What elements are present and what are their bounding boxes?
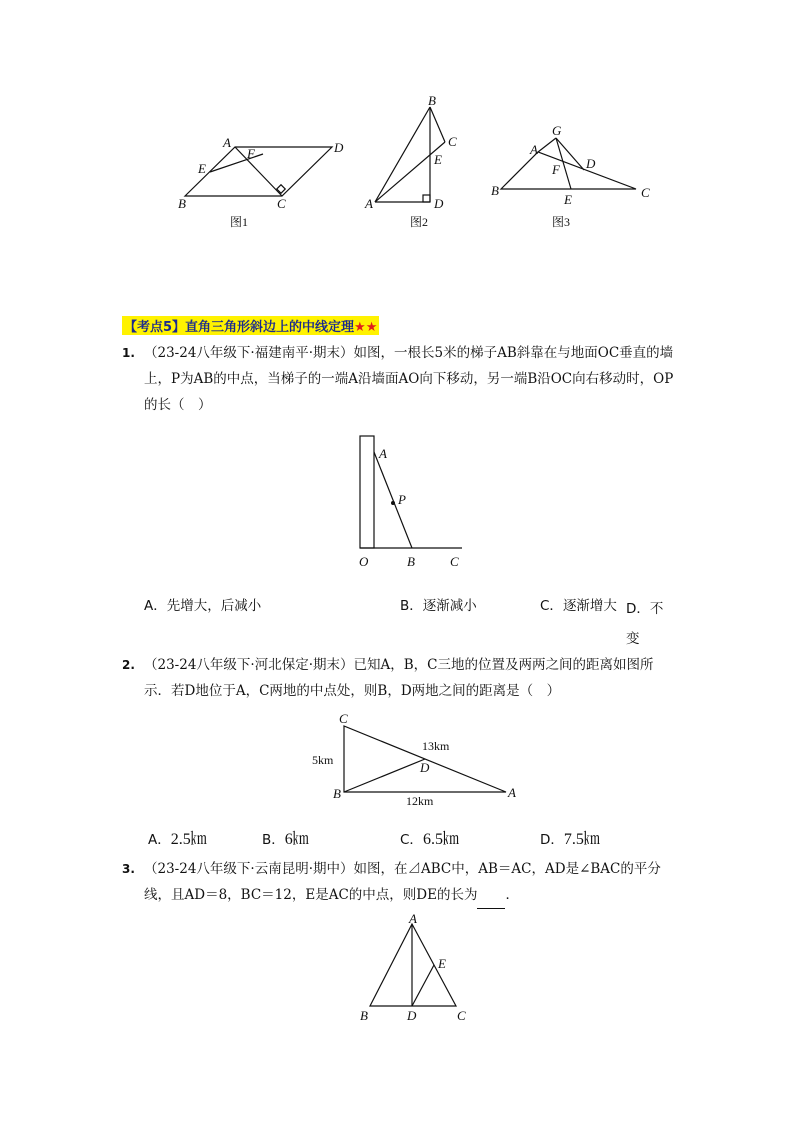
question-1-figure [350, 430, 480, 575]
question-2-number: 2. [122, 658, 135, 672]
fig1-label-d: D [334, 140, 344, 155]
q2-option-b[interactable]: B．6㎞ [262, 831, 309, 848]
section-stars: ★★ [354, 320, 378, 335]
fig2-label-c: C [448, 134, 457, 149]
question-1-text: （23-24八年级下·福建南平·期末）如图，一根长5米的梯子AB斜靠在与地面OC垂直的墙上，P为AB的中点，当梯子的一端A沿墙面AO向下移动，另一端B沿OC向右移动时，OP的长（ ） [144, 345, 674, 413]
q2-label-c: C [339, 711, 348, 726]
q1-label-p: P [398, 492, 406, 507]
fig1-label-a: A [223, 135, 231, 150]
section-header [122, 316, 379, 335]
fig2-label-b: B [428, 93, 436, 108]
question-2 [122, 652, 674, 704]
fig2-label-d: D [434, 196, 444, 211]
q2-label-d: D [420, 760, 430, 775]
fig3-label-e: E [564, 192, 572, 207]
fig3-label-a: A [530, 142, 538, 157]
q3-label-e: E [438, 956, 446, 971]
q2-label-12km: 12km [406, 794, 434, 808]
answer-blank[interactable] [477, 882, 505, 909]
q2-label-5km: 5km [312, 753, 334, 767]
question-2-text: （23-24八年级下·河北保定·期末）已知A，B，C三地的位置及两两之间的距离如图所示．若D地位于A，C两地的中点处，则B，D两地之间的距离是（ ） [144, 657, 654, 699]
q2-label-b: B [333, 786, 341, 801]
fig2-label-e: E [434, 152, 442, 167]
q2-label-a: A [508, 785, 516, 800]
question-3 [122, 856, 674, 909]
q1-option-c[interactable]: C．逐渐增大 [540, 598, 617, 614]
q3-label-a: A [409, 914, 417, 926]
fig3-label-d: D [586, 156, 596, 171]
q2-option-c[interactable]: C．6.5㎞ [400, 831, 459, 848]
q2-option-d[interactable]: D．7.5㎞ [540, 831, 600, 848]
fig2-caption: 图2 [410, 215, 429, 229]
q1-option-b[interactable]: B．逐渐减小 [400, 598, 477, 614]
figure-1 [170, 130, 350, 230]
section-title: 【考点5】直角三角形斜边上的中线定理 [124, 320, 355, 335]
q3-label-c: C [457, 1008, 466, 1023]
fig1-label-b: B [178, 196, 186, 211]
question-3-figure [326, 914, 476, 1024]
fig3-label-f: F [552, 162, 560, 177]
fig3-label-g: G [552, 123, 562, 138]
q1-option-a[interactable]: A．先增大，后减小 [144, 598, 262, 614]
q1-label-o: O [359, 554, 369, 569]
fig1-label-f: F [247, 146, 255, 161]
question-3-text: （23-24八年级下·云南昆明·期中）如图，在⊿ABC中，AB＝AC，AD是∠BAC的平分线，且AD＝8，BC＝12，E是AC的中点，则DE的长为 ． [144, 856, 674, 909]
question-1-number: 1. [122, 346, 135, 360]
fig3-label-b: B [491, 183, 499, 198]
fig3-caption: 图3 [552, 215, 571, 229]
fig3-label-c: C [641, 185, 650, 200]
q1-label-c: C [450, 554, 459, 569]
question-1 [122, 340, 674, 418]
fig1-label-e: E [198, 161, 206, 176]
question-3-number: 3. [122, 862, 135, 876]
q1-label-b: B [407, 554, 415, 569]
q2-label-13km: 13km [422, 739, 450, 753]
fig1-caption: 图1 [230, 215, 249, 229]
q2-option-a[interactable]: A．2.5㎞ [148, 831, 207, 848]
fig1-label-c: C [277, 196, 286, 211]
q3-label-b: B [360, 1008, 368, 1023]
fig2-label-a: A [365, 196, 373, 211]
q1-label-a: A [379, 446, 387, 461]
figure-2 [360, 92, 470, 232]
q3-label-d: D [407, 1008, 417, 1023]
q1-option-d[interactable]: D．不变 [626, 601, 664, 647]
question-2-figure [306, 710, 526, 810]
figure-3 [486, 122, 666, 232]
